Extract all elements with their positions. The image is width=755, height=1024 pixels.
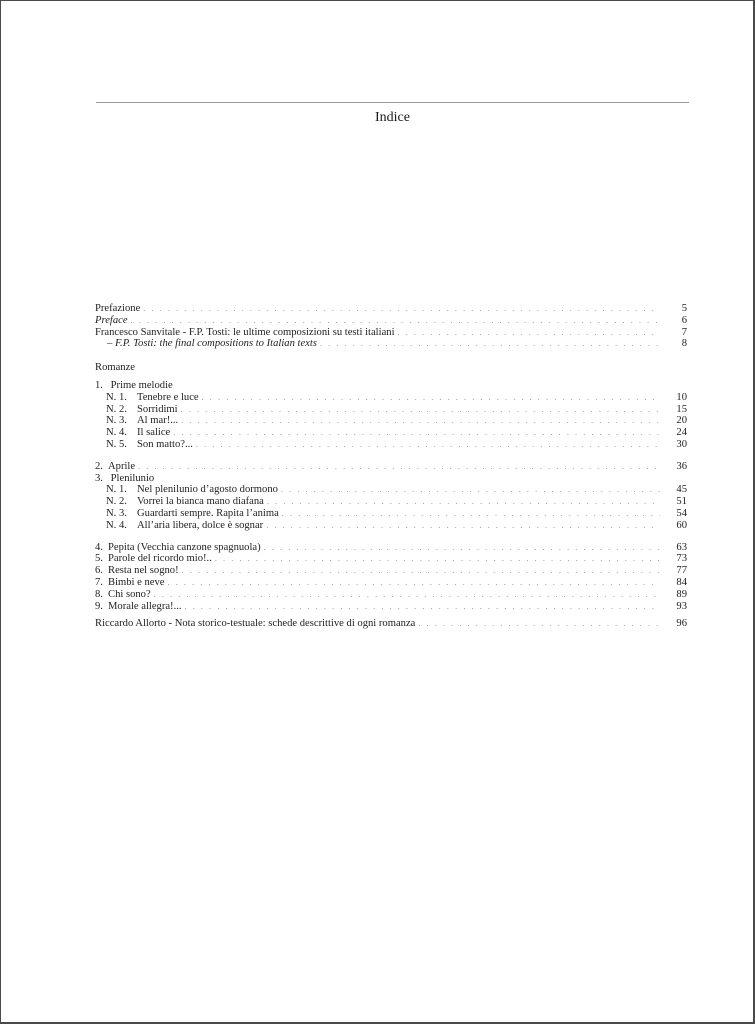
toc-entry-label bbox=[106, 427, 173, 439]
toc-entry-title: Chi sono? bbox=[108, 588, 151, 600]
toc-entry-parole-del-ricordo-mio[interactable] bbox=[95, 553, 687, 565]
toc-entry-nota-storico-testuale[interactable] bbox=[95, 618, 687, 630]
toc-entry-title: Parole del ricordo mio!.. bbox=[108, 553, 212, 565]
toc-page-number: 73 bbox=[676, 553, 687, 565]
header-rule bbox=[96, 102, 689, 103]
toc-entry-title: Resta nel sogno! bbox=[108, 565, 179, 577]
toc-group-number: 3. bbox=[95, 472, 103, 484]
toc-page-number: 20 bbox=[676, 415, 687, 427]
toc-entry-chi-sono[interactable] bbox=[95, 589, 687, 601]
toc-page-number: 5 bbox=[681, 303, 687, 314]
spacer bbox=[95, 451, 687, 461]
toc-entry-title: Tenebre e luce bbox=[137, 391, 199, 403]
toc-page-number: 45 bbox=[676, 484, 687, 496]
toc-entry-all-aria-libera[interactable] bbox=[95, 520, 687, 532]
toc-entry-sanvitale-essay[interactable] bbox=[95, 327, 687, 339]
toc-entry-number: N. 1. bbox=[106, 391, 127, 403]
toc-entry-label bbox=[106, 496, 267, 508]
toc-entry-prefazione[interactable] bbox=[95, 303, 687, 315]
dot-leader bbox=[267, 496, 660, 508]
toc-entry-number: 9. bbox=[95, 600, 103, 612]
toc-entry-title: Al mar!... bbox=[137, 415, 179, 427]
toc-entry-number: N. 2. bbox=[106, 403, 127, 415]
toc-entry-title: Son matto?... bbox=[137, 438, 193, 450]
toc-entry-label: – F.P. Tosti: the final compositions to Italian texts bbox=[107, 338, 317, 350]
toc-entry-number: 5. bbox=[95, 553, 103, 565]
dot-leader bbox=[418, 618, 660, 630]
toc-page-number: 15 bbox=[676, 403, 687, 415]
toc-entry-label: Francesco Sanvitale - F.P. Tosti: le ultime composizioni su testi italiani bbox=[95, 326, 395, 338]
dot-leader bbox=[168, 577, 661, 589]
toc-entry-title: Bimbi e neve bbox=[108, 576, 165, 588]
toc-entry-label bbox=[106, 508, 282, 520]
toc-group-plenilunio bbox=[95, 473, 687, 485]
toc-entry-guardarti-sempre[interactable] bbox=[95, 508, 687, 520]
section-heading-romanze: Romanze bbox=[95, 362, 136, 374]
toc-entry-title: Sorridimi bbox=[137, 403, 178, 415]
toc-page-number: 84 bbox=[676, 576, 687, 588]
toc-entry-number: N. 2. bbox=[106, 496, 127, 508]
spacer bbox=[95, 532, 687, 542]
dot-leader bbox=[182, 565, 660, 577]
toc-entry-pepita[interactable] bbox=[95, 542, 687, 554]
toc-entry-number: N. 5. bbox=[106, 438, 127, 450]
toc-entry-title: Pepita (Vecchia canzone spagnuola) bbox=[108, 541, 261, 553]
toc-page-number: 63 bbox=[676, 541, 687, 553]
toc-entry-label bbox=[95, 461, 138, 473]
toc-page-number: 60 bbox=[676, 519, 687, 531]
page-title: Indice bbox=[375, 110, 410, 125]
toc-entry-number: 8. bbox=[95, 588, 103, 600]
dot-leader bbox=[266, 520, 660, 532]
toc-entry-title: Vorrei la bianca mano diafana bbox=[137, 496, 264, 508]
dot-leader bbox=[185, 601, 660, 613]
dot-leader bbox=[143, 303, 660, 315]
toc-entry-sorridimi[interactable] bbox=[95, 404, 687, 416]
toc-entry-title: All’aria libera, dolce è sognar bbox=[137, 519, 264, 531]
toc-page-number: 10 bbox=[676, 391, 687, 403]
toc-entry-vorrei-la-bianca-mano[interactable] bbox=[95, 496, 687, 508]
toc-entry-nel-plenilunio[interactable] bbox=[95, 484, 687, 496]
toc-entry-title: Guardarti sempre. Rapita l’anima bbox=[137, 507, 279, 519]
toc-page-number: 77 bbox=[676, 565, 687, 577]
toc-page-number: 6 bbox=[681, 314, 687, 326]
toc-entry-label bbox=[95, 553, 215, 565]
toc-entry-label bbox=[106, 520, 266, 532]
toc-page-number: 36 bbox=[676, 460, 687, 472]
toc-entry-il-salice[interactable] bbox=[95, 427, 687, 439]
toc-entry-tenebre-e-luce[interactable] bbox=[95, 392, 687, 404]
toc-entry-title: Aprile bbox=[108, 460, 136, 472]
dot-leader bbox=[398, 327, 660, 339]
toc-entry-aprile[interactable] bbox=[95, 461, 687, 473]
toc-entry-son-matto[interactable] bbox=[95, 439, 687, 451]
toc-page-number: 93 bbox=[676, 600, 687, 612]
toc-entry-number: 4. bbox=[95, 541, 103, 553]
dot-leader bbox=[202, 392, 660, 404]
toc-page-number: 54 bbox=[676, 507, 687, 519]
toc-entry-label bbox=[95, 577, 168, 589]
toc-entry-label bbox=[106, 484, 281, 496]
dot-leader bbox=[154, 589, 660, 601]
toc-entry-number: N. 3. bbox=[106, 415, 127, 427]
toc-group-title: Prime melodie bbox=[110, 379, 173, 391]
toc-group-prime-melodie bbox=[95, 380, 687, 392]
toc-entry-label bbox=[106, 404, 181, 416]
toc-group-number: 1. bbox=[95, 379, 103, 391]
dot-leader bbox=[181, 404, 660, 416]
toc-entry-label bbox=[106, 415, 181, 427]
toc-page-number: 24 bbox=[676, 427, 687, 439]
dot-leader bbox=[320, 338, 660, 350]
toc-entry-number: N. 4. bbox=[106, 519, 127, 531]
dot-leader bbox=[282, 508, 660, 520]
table-of-contents bbox=[95, 303, 687, 630]
toc-entry-label bbox=[95, 565, 182, 577]
toc-entry-label: Riccardo Allorto - Nota storico-testuale: schede descrittive di ogni romanza bbox=[95, 618, 416, 630]
dot-leader bbox=[173, 427, 660, 439]
dot-leader bbox=[181, 415, 660, 427]
toc-page-number: 7 bbox=[681, 326, 687, 338]
dot-leader bbox=[264, 542, 660, 554]
dot-leader bbox=[196, 439, 660, 451]
toc-entry-label bbox=[106, 439, 196, 451]
toc-page-number: 96 bbox=[676, 618, 687, 630]
toc-page-number: 30 bbox=[676, 438, 687, 450]
spacer bbox=[95, 350, 687, 362]
toc-entry-sanvitale-essay-english[interactable] bbox=[95, 338, 687, 350]
toc-entry-preface[interactable] bbox=[95, 315, 687, 327]
dot-leader bbox=[131, 315, 660, 327]
toc-entry-number: N. 1. bbox=[106, 484, 127, 496]
toc-page-number: 51 bbox=[676, 496, 687, 508]
toc-entry-number: N. 3. bbox=[106, 507, 127, 519]
toc-entry-number: N. 4. bbox=[106, 427, 127, 439]
toc-entry-number: 2. bbox=[95, 460, 103, 472]
toc-entry-label bbox=[95, 542, 264, 554]
toc-entry-number: 7. bbox=[95, 576, 103, 588]
dot-leader bbox=[138, 461, 660, 473]
toc-page-number: 89 bbox=[676, 588, 687, 600]
toc-entry-label bbox=[95, 589, 154, 601]
toc-entry-bimbi-e-neve[interactable] bbox=[95, 577, 687, 589]
toc-entry-title: Morale allegra!... bbox=[108, 600, 182, 612]
dot-leader bbox=[281, 484, 660, 496]
toc-group-title: Plenilunio bbox=[110, 472, 155, 484]
toc-entry-number: 6. bbox=[95, 565, 103, 577]
toc-entry-al-mar[interactable] bbox=[95, 415, 687, 427]
toc-entry-label: Preface bbox=[95, 314, 128, 326]
toc-entry-label: Prefazione bbox=[95, 303, 141, 314]
toc-entry-resta-nel-sogno[interactable] bbox=[95, 565, 687, 577]
dot-leader bbox=[215, 553, 660, 565]
toc-entry-morale-allegra[interactable] bbox=[95, 601, 687, 613]
toc-entry-title: Nel plenilunio d’agosto dormono bbox=[137, 484, 278, 496]
toc-entry-title: Il salice bbox=[137, 427, 171, 439]
toc-entry-label bbox=[95, 601, 185, 613]
toc-page-number: 8 bbox=[681, 338, 687, 350]
toc-entry-label bbox=[106, 392, 202, 404]
